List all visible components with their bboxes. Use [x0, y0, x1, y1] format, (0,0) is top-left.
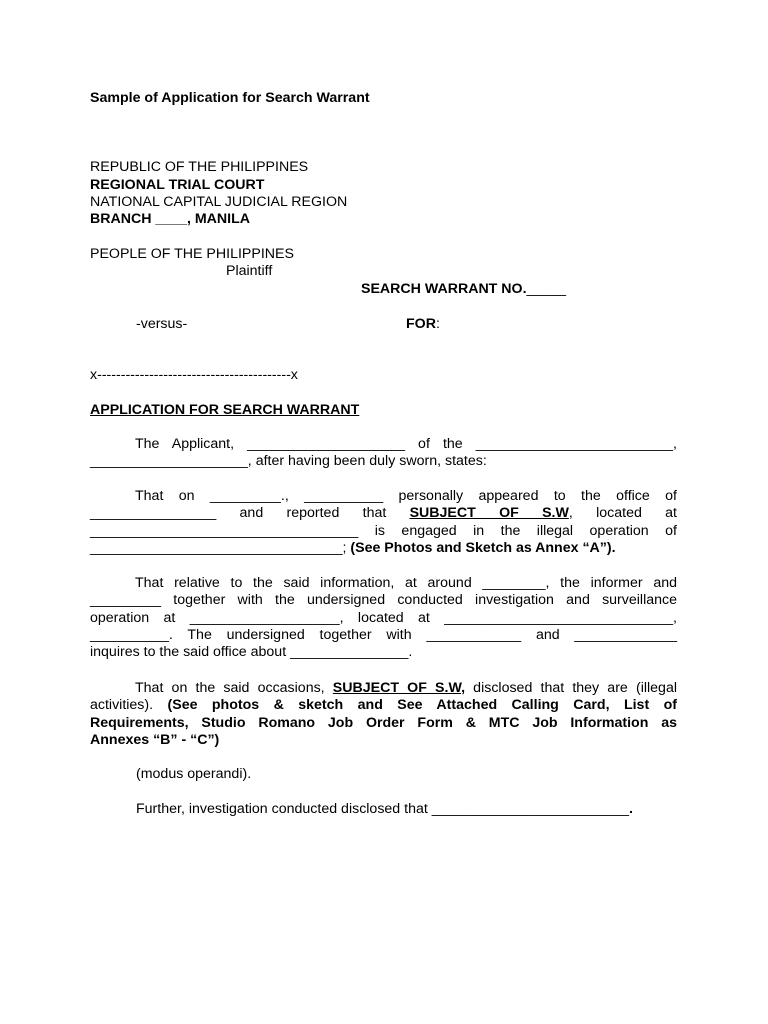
p4-line-2: activities). (See photos & sketch and See Attached Calling Card, List of — [90, 697, 677, 714]
p3-line-3: operation at ___________________, located at _____________________________, — [90, 609, 677, 626]
p3-line-2: _________ together with the undersigned conducted investigation and surveillance — [90, 592, 677, 609]
p3-line-1: That relative to the said information, at around ________, the informer and — [135, 575, 677, 591]
p4-line-3: Requirements, Studio Romano Job Order Form & MTC Job Information as — [90, 714, 677, 731]
p4-line-4: Annexes “B” - “C”) — [90, 731, 220, 748]
warrant-no-label: SEARCH WARRANT NO. — [361, 281, 527, 297]
p4-line-1: That on the said occasions, SUBJECT OF S.W, disclosed that they are (illegal — [135, 680, 677, 696]
p2-line-4: ________________________________; (See Photos and Sketch as Annex “A”). — [90, 539, 616, 556]
plaintiff-name: PEOPLE OF THE PHILIPPINES — [90, 246, 294, 262]
for-colon: : — [435, 316, 440, 332]
p2-line-1: That on _________., __________ personally appeared to the office of — [135, 488, 677, 504]
caption-separator: x-----------------------------------------x — [90, 367, 298, 383]
versus-label: -versus- — [136, 316, 188, 332]
search-warrant-number — [361, 281, 566, 298]
p1-line-1: The Applicant, ____________________ of the _________________________, — [135, 436, 677, 452]
header-court: REGIONAL TRIAL COURT — [90, 177, 265, 193]
paragraph-further: Further, investigation conducted disclosed that _________________________. — [136, 801, 633, 817]
p3-line-4: __________. The undersigned together with ____________ and _____________ — [90, 626, 677, 643]
section-title: APPLICATION FOR SEARCH WARRANT — [90, 402, 360, 418]
header-republic: REPUBLIC OF THE PHILIPPINES — [90, 159, 309, 175]
p3-line-5: inquires to the said office about _______________. — [90, 644, 413, 661]
paragraph-report — [90, 488, 677, 557]
modus-operandi: (modus operandi). — [136, 766, 252, 782]
header-region: NATIONAL CAPITAL JUDICIAL REGION — [90, 194, 348, 210]
annex-a-reference: (See Photos and Sketch as Annex “A”). — [350, 539, 616, 556]
paragraph-applicant — [90, 436, 677, 471]
p2-line-2: ________________ and reported that SUBJECT OF S.W, located at — [90, 505, 677, 522]
subject-of-sw-2: SUBJECT OF S.W, — [332, 680, 466, 696]
plaintiff-role: Plaintiff — [226, 263, 273, 279]
subject-of-sw: SUBJECT OF S.W — [409, 505, 569, 522]
warrant-no-blank: _____ — [526, 281, 566, 297]
for-line — [406, 316, 440, 333]
paragraph-disclosure — [90, 680, 677, 749]
document-title: Sample of Application for Search Warrant — [90, 90, 370, 106]
paragraph-surveillance — [90, 575, 677, 661]
header-branch: BRANCH ____, MANILA — [90, 211, 251, 227]
for-label: FOR — [406, 316, 436, 332]
p2-line-3: __________________________________ is engaged in the illegal operation of — [90, 522, 677, 539]
p1-line-2: ____________________, after having been duly sworn, states: — [90, 453, 487, 470]
